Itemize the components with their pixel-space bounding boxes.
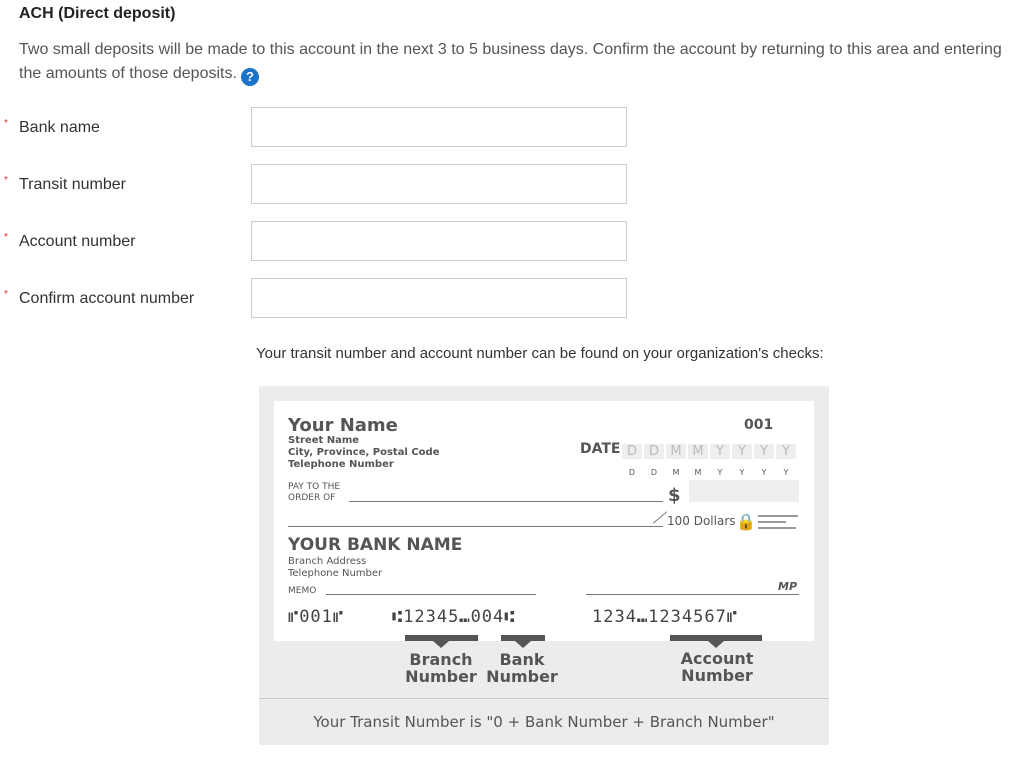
date-sublabel: M: [672, 468, 680, 477]
confirm-account-number-input[interactable]: [251, 278, 627, 318]
check-date-sublabels: [622, 460, 798, 479]
date-box: Y: [710, 444, 730, 459]
branch-number-callout: Branch Number: [405, 650, 477, 686]
check-branch-address: Branch Address: [288, 556, 367, 567]
check-order-of-label: ORDER OF: [288, 493, 336, 503]
date-sublabel: Y: [761, 468, 767, 477]
section-title: ACH (Direct deposit): [19, 5, 176, 22]
bank-number-arrow: [515, 641, 531, 648]
help-icon[interactable]: ?: [241, 68, 259, 86]
check-phone: Telephone Number: [288, 459, 394, 470]
bank-number-callout: Bank Number: [486, 650, 558, 686]
date-box: D: [622, 444, 642, 459]
description-text: Two small deposits will be made to this account in the next 3 to 5 business days. Confirm the account by returning to this area and entering the amounts of those deposits.: [19, 41, 1002, 82]
transit-number-input[interactable]: [251, 164, 627, 204]
micr-check-number: ⑈001⑈: [288, 607, 345, 627]
date-sublabel: Y: [783, 468, 789, 477]
check-amount-words: 100 Dollars: [667, 514, 736, 528]
date-sublabel: D: [628, 468, 636, 477]
check-memo-line: [326, 594, 536, 595]
account-number-arrow: [708, 641, 724, 648]
date-box: Y: [754, 444, 774, 459]
bank-name-label: Bank name: [19, 119, 100, 136]
account-number-input[interactable]: [251, 221, 627, 261]
check-memo-label: MEMO: [288, 586, 317, 596]
date-box: M: [666, 444, 686, 459]
check-bank-name: YOUR BANK NAME: [288, 535, 463, 555]
date-box: M: [688, 444, 708, 459]
date-sublabel: M: [694, 468, 702, 477]
security-features-text: [758, 521, 786, 523]
check-signature: MP: [778, 580, 798, 593]
account-number-callout: Account Number: [680, 649, 754, 685]
date-sublabel: D: [650, 468, 658, 477]
check-pay-to-label: PAY TO THE: [288, 482, 341, 492]
required-marker: *: [4, 118, 8, 129]
check-payee-line: [349, 501, 663, 502]
check-street: Street Name: [288, 435, 360, 446]
check-slash: [653, 511, 667, 523]
check-amount-box: [689, 480, 799, 502]
branch-number-arrow: [433, 641, 449, 648]
check-dollar-sign: $: [668, 485, 681, 506]
required-marker: *: [4, 232, 8, 243]
micr-transit: ⑆12345⑉004⑆: [392, 607, 516, 627]
date-box: D: [644, 444, 664, 459]
account-number-label: Account number: [19, 233, 136, 250]
date-sublabel: Y: [717, 468, 723, 477]
transit-formula: Your Transit Number is "0 + Bank Number + Branch Number": [259, 698, 829, 746]
confirm-account-number-label: Confirm account number: [19, 290, 195, 307]
sample-check: [274, 401, 814, 641]
check-help-note: Your transit number and account number can be found on your organization's checks:: [256, 345, 824, 362]
required-marker: *: [4, 289, 8, 300]
check-bank-phone: Telephone Number: [288, 568, 383, 579]
check-city: City, Province, Postal Code: [288, 447, 440, 458]
check-date-boxes: [622, 440, 798, 459]
sample-check-illustration: [259, 386, 829, 745]
micr-account: 1234⑉1234567⑈: [592, 607, 738, 627]
security-features-text: [758, 515, 798, 517]
required-marker: *: [4, 175, 8, 186]
check-signature-line: [586, 594, 799, 595]
check-account-holder-name: Your Name: [288, 415, 398, 436]
transit-number-label: Transit number: [19, 176, 126, 193]
date-sublabel: Y: [739, 468, 745, 477]
section-description: [19, 38, 1014, 86]
check-number: 001: [744, 417, 774, 433]
check-date-label: DATE: [580, 441, 621, 457]
check-amount-words-line: [288, 526, 663, 527]
date-box: Y: [776, 444, 796, 459]
lock-icon: 🔒: [736, 512, 756, 531]
bank-name-input[interactable]: [251, 107, 627, 147]
date-box: Y: [732, 444, 752, 459]
security-features-text: [758, 527, 796, 529]
